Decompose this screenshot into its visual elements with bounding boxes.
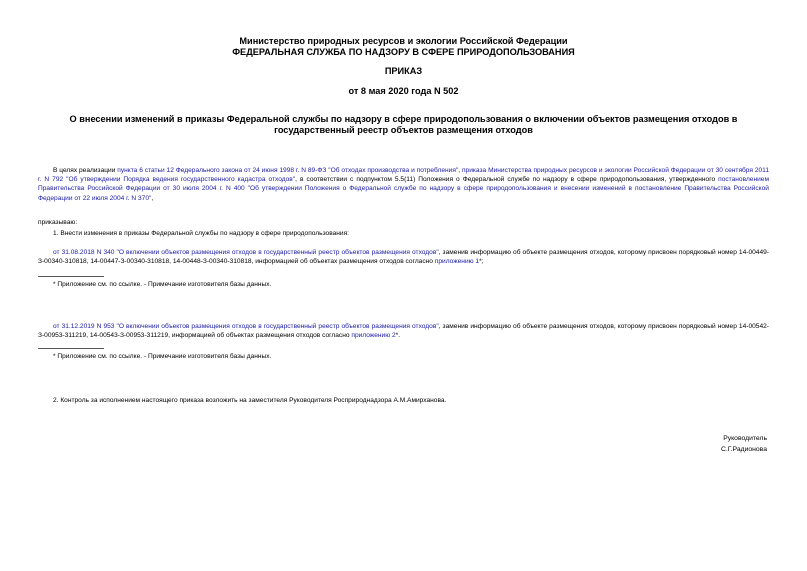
document-type: ПРИКАЗ (384, 66, 423, 76)
intro-text-3: , в соответствии с подпунктом 5.5(11) Положения о Федеральной службе по надзору в сфере природопользования, утвержденного (295, 176, 719, 184)
appendix-1-link[interactable]: приложению 1 (434, 258, 480, 266)
amendment-1-tail: *; (479, 258, 484, 266)
ministry-order-link[interactable]: приказа Министерства природных ресурсов и экологии Российской Федерации от 30 сентября 2011 г. N 792 "Об утверждении Порядка ведения государственного кадастра отходов" (38, 167, 770, 184)
signatory-role: Руководитель (723, 435, 767, 442)
document-date-number: от 8 мая 2020 года N 502 (348, 86, 459, 96)
government-resolution-link[interactable]: постановлением Правительства Российской Федерации от 30 июля 2004 г. N 400 "Об утверждении Положения о Федеральной службе по надзору в сфере природопользования и внесении изменений в постановление Правительства Российской Федерации от 22 июля 2004 г. N 370" (38, 176, 769, 202)
amendment-2 (38, 322, 769, 340)
order-340-link[interactable]: от 31.08.2018 N 340 "О включении объектов размещения отходов в государственный реестр объектов размещения отходов" (53, 249, 439, 256)
amendment-2-tail: *. (395, 332, 401, 340)
appendix-2-link[interactable]: приложению 2 (351, 332, 396, 340)
intro-text-2: , (458, 167, 462, 174)
footnote-2: * Приложение см. по ссылке. - Примечание изготовителя базы данных. (53, 353, 272, 360)
footnote-1: * Приложение см. по ссылке. - Примечание изготовителя базы данных. (53, 281, 272, 288)
signatory-name: С.Г.Радионова (720, 446, 767, 453)
footnote-divider (38, 348, 104, 349)
intro-text-1: В целях реализации (53, 167, 118, 174)
amendment-1 (38, 248, 769, 266)
amendment-1-text: , заменив информацию об объекте размещения отходов, которому присвоен порядковый номер 14-00449-З-00340-310818, 14-00447-З-00340-310818, 14-00448-З-00340-310818, информацией об объектах размещения отходов согласно (38, 249, 769, 266)
law-link[interactable]: пункта 6 статьи 12 Федерального закона от 24 июня 1998 г. N 89-ФЗ "Об отходах производства и потребления" (117, 167, 459, 174)
item-2: 2. Контроль за исполнением настоящего приказа возложить на заместителя Руководителя Росприроднадзора А.М.Амирханова. (53, 397, 447, 404)
ministry-name: Министерство природных ресурсов и экологии Российской Федерации (239, 36, 568, 46)
footnote-divider (38, 276, 104, 277)
decree-word: приказываю: (38, 219, 78, 226)
order-953-link[interactable]: от 31.12.2019 N 953 "О включении объектов размещения отходов в государственный реестр объектов размещения отходов" (53, 323, 439, 330)
amendment-2-text: , заменив информацию об объекте размещения отходов, которому присвоен порядковый номер 14-00542-З-00953-311219, 14-00543-З-00953-311219, информацией об объектах размещения отходов согласно (38, 323, 769, 340)
document-title: О внесении изменений в приказы Федеральной службы по надзору в сфере природопользования о включении объектов размещения отходов в государственный реестр объектов размещения отходов (69, 114, 738, 135)
item-1: 1. Внести изменения в приказы Федеральной службы по надзору в сфере природопользования: (53, 230, 350, 237)
intro-text-4: , (151, 194, 154, 202)
intro-paragraph (38, 166, 769, 203)
service-name: ФЕДЕРАЛЬНАЯ СЛУЖБА ПО НАДЗОРУ В СФЕРЕ ПРИРОДОПОЛЬЗОВАНИЯ (232, 47, 575, 57)
